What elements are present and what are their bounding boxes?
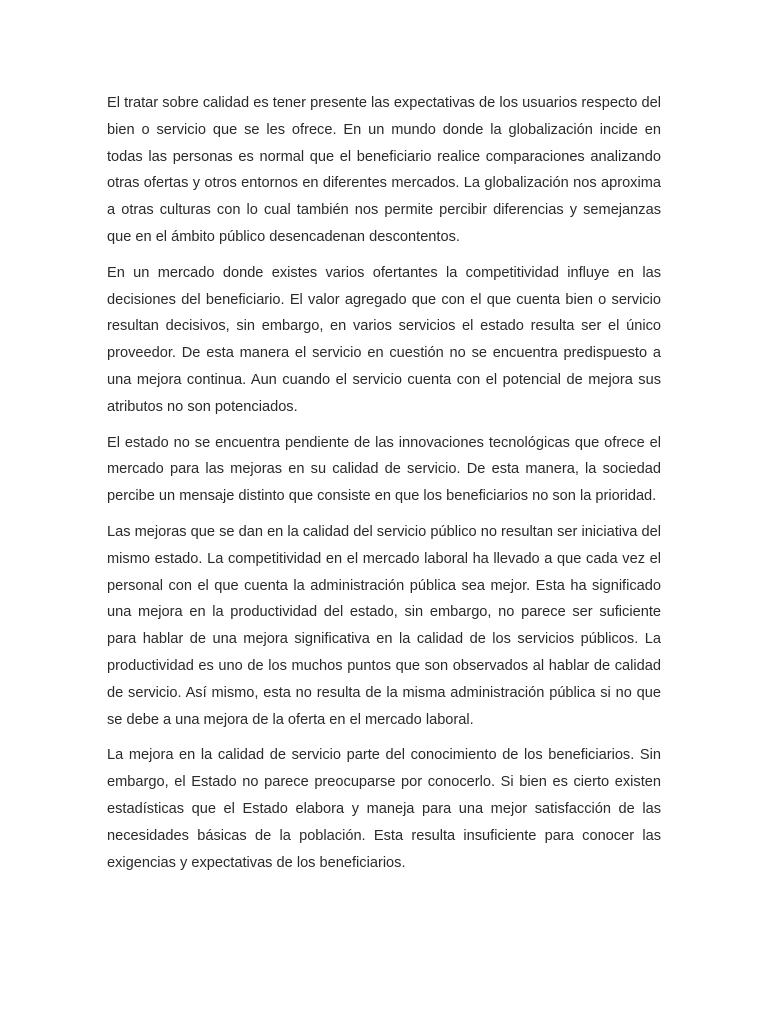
document-body <box>107 90 661 885</box>
paragraph-4: Las mejoras que se dan en la calidad del servicio público no resultan ser iniciativa del mismo estado. La competitividad en el mercado laboral ha llevado a que cada vez el personal con el que cuenta la administración pública sea mejor. Esta ha significado una mejora en la productividad del estado, sin embargo, no parece ser suficiente para hablar de una mejora significativa en la calidad de los servicios públicos. La productividad es uno de los muchos puntos que son observados al hablar de calidad de servicio. Así mismo, esta no resulta de la misma administración pública si no que se debe a una mejora de la oferta en el mercado laboral. <box>107 523 661 728</box>
paragraph-5: La mejora en la calidad de servicio parte del conocimiento de los beneficiarios. Sin embargo, el Estado no parece preocuparse por conocerlo. Si bien es cierto existen estadísticas que el Estado elabora y maneja para una mejor satisfacción de las necesidades básicas de la población. Esta resulta insuficiente para conocer las exigencias y expectativas de los beneficiarios. <box>107 747 661 871</box>
paragraph-1: El tratar sobre calidad es tener presente las expectativas de los usuarios respecto del bien o servicio que se les ofrece. En un mundo donde la globalización incide en todas las personas es normal que el beneficiario realice comparaciones analizando otras ofertas y otros entornos en diferentes mercados. La globalización nos aproxima a otras culturas con lo cual también nos permite percibir diferencias y semejanzas que en el ámbito público desencadenan descontentos. <box>107 95 661 245</box>
paragraph-2: En un mercado donde existes varios ofertantes la competitividad influye en las decisiones del beneficiario. El valor agregado que con el que cuenta bien o servicio resultan decisivos, sin embargo, en varios servicios el estado resulta ser el único proveedor. De esta manera el servicio en cuestión no se encuentra predispuesto a una mejora continua. Aun cuando el servicio cuenta con el potencial de mejora sus atributos no son potenciados. <box>107 264 661 415</box>
paragraph-3: El estado no se encuentra pendiente de las innovaciones tecnológicas que ofrece el mercado para las mejoras en su calidad de servicio. De esta manera, la sociedad percibe un mensaje distinto que consiste en que los beneficiarios no son la prioridad. <box>107 434 661 505</box>
